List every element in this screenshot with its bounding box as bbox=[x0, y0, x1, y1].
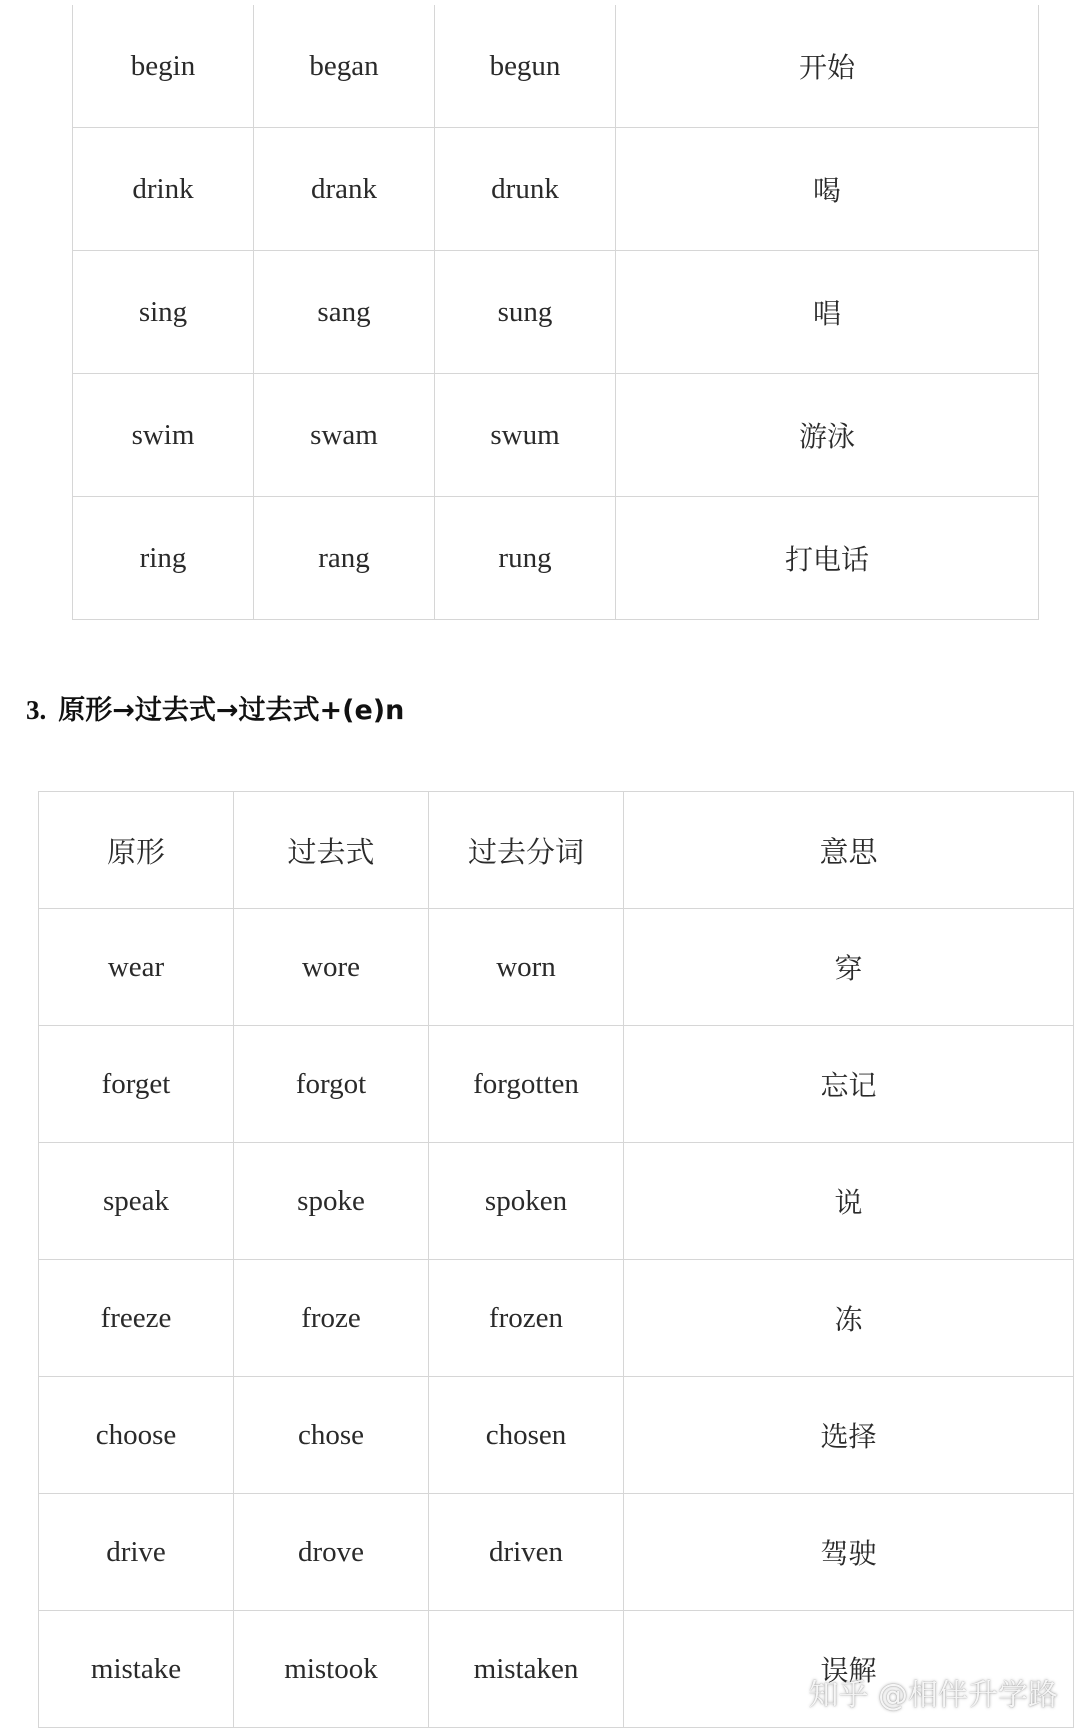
table-row bbox=[73, 128, 1039, 251]
base-form-cell: begin bbox=[73, 5, 254, 128]
meaning-cell: 忘记 bbox=[624, 1026, 1074, 1143]
past-tense-cell: drove bbox=[234, 1494, 429, 1611]
header-meaning: 意思 bbox=[624, 792, 1074, 909]
table-row bbox=[73, 374, 1039, 497]
irregular-verbs-table-1 bbox=[72, 5, 1039, 620]
base-form-cell: sing bbox=[73, 251, 254, 374]
past-tense-cell: drank bbox=[254, 128, 435, 251]
past-participle-cell: chosen bbox=[429, 1377, 624, 1494]
past-participle-cell: swum bbox=[435, 374, 616, 497]
header-base-form: 原形 bbox=[39, 792, 234, 909]
past-participle-cell: frozen bbox=[429, 1260, 624, 1377]
base-form-cell: choose bbox=[39, 1377, 234, 1494]
meaning-cell: 开始 bbox=[616, 5, 1039, 128]
meaning-cell: 喝 bbox=[616, 128, 1039, 251]
past-tense-cell: mistook bbox=[234, 1611, 429, 1728]
past-participle-cell: spoken bbox=[429, 1143, 624, 1260]
base-form-cell: forget bbox=[39, 1026, 234, 1143]
header-past-participle: 过去分词 bbox=[429, 792, 624, 909]
table-row bbox=[39, 1260, 1074, 1377]
past-tense-cell: rang bbox=[254, 497, 435, 620]
header-past-tense: 过去式 bbox=[234, 792, 429, 909]
section-title: 原形→过去式→过去式+(e)n bbox=[58, 695, 405, 726]
base-form-cell: drink bbox=[73, 128, 254, 251]
table-row bbox=[73, 497, 1039, 620]
past-tense-cell: swam bbox=[254, 374, 435, 497]
past-tense-cell: forgot bbox=[234, 1026, 429, 1143]
past-participle-cell: forgotten bbox=[429, 1026, 624, 1143]
irregular-verbs-table-2 bbox=[38, 791, 1074, 1728]
table-row bbox=[39, 1494, 1074, 1611]
base-form-cell: swim bbox=[73, 374, 254, 497]
past-participle-cell: sung bbox=[435, 251, 616, 374]
past-tense-cell: wore bbox=[234, 909, 429, 1026]
table-row bbox=[39, 1143, 1074, 1260]
meaning-cell: 选择 bbox=[624, 1377, 1074, 1494]
meaning-cell: 游泳 bbox=[616, 374, 1039, 497]
table-row bbox=[39, 909, 1074, 1026]
meaning-cell: 穿 bbox=[624, 909, 1074, 1026]
table-header-row bbox=[39, 792, 1074, 909]
base-form-cell: ring bbox=[73, 497, 254, 620]
past-participle-cell: worn bbox=[429, 909, 624, 1026]
table-row bbox=[73, 5, 1039, 128]
past-tense-cell: began bbox=[254, 5, 435, 128]
past-participle-cell: begun bbox=[435, 5, 616, 128]
past-tense-cell: froze bbox=[234, 1260, 429, 1377]
meaning-cell: 唱 bbox=[616, 251, 1039, 374]
meaning-cell: 说 bbox=[624, 1143, 1074, 1260]
table-row bbox=[39, 1026, 1074, 1143]
table-row bbox=[39, 1377, 1074, 1494]
table1-body bbox=[73, 5, 1039, 620]
watermark: 知乎 @相伴升学路 bbox=[808, 1678, 1058, 1713]
meaning-cell: 冻 bbox=[624, 1260, 1074, 1377]
base-form-cell: wear bbox=[39, 909, 234, 1026]
past-participle-cell: mistaken bbox=[429, 1611, 624, 1728]
past-tense-cell: chose bbox=[234, 1377, 429, 1494]
past-tense-cell: spoke bbox=[234, 1143, 429, 1260]
section-number: 3. bbox=[26, 695, 47, 725]
meaning-cell: 驾驶 bbox=[624, 1494, 1074, 1611]
past-tense-cell: sang bbox=[254, 251, 435, 374]
base-form-cell: drive bbox=[39, 1494, 234, 1611]
past-participle-cell: driven bbox=[429, 1494, 624, 1611]
meaning-cell: 打电话 bbox=[616, 497, 1039, 620]
base-form-cell: speak bbox=[39, 1143, 234, 1260]
meaning-cell: 误解 bbox=[624, 1611, 1074, 1728]
table2-body bbox=[39, 792, 1074, 1728]
section-heading bbox=[26, 688, 404, 727]
past-participle-cell: rung bbox=[435, 497, 616, 620]
table-row bbox=[73, 251, 1039, 374]
base-form-cell: freeze bbox=[39, 1260, 234, 1377]
base-form-cell: mistake bbox=[39, 1611, 234, 1728]
past-participle-cell: drunk bbox=[435, 128, 616, 251]
